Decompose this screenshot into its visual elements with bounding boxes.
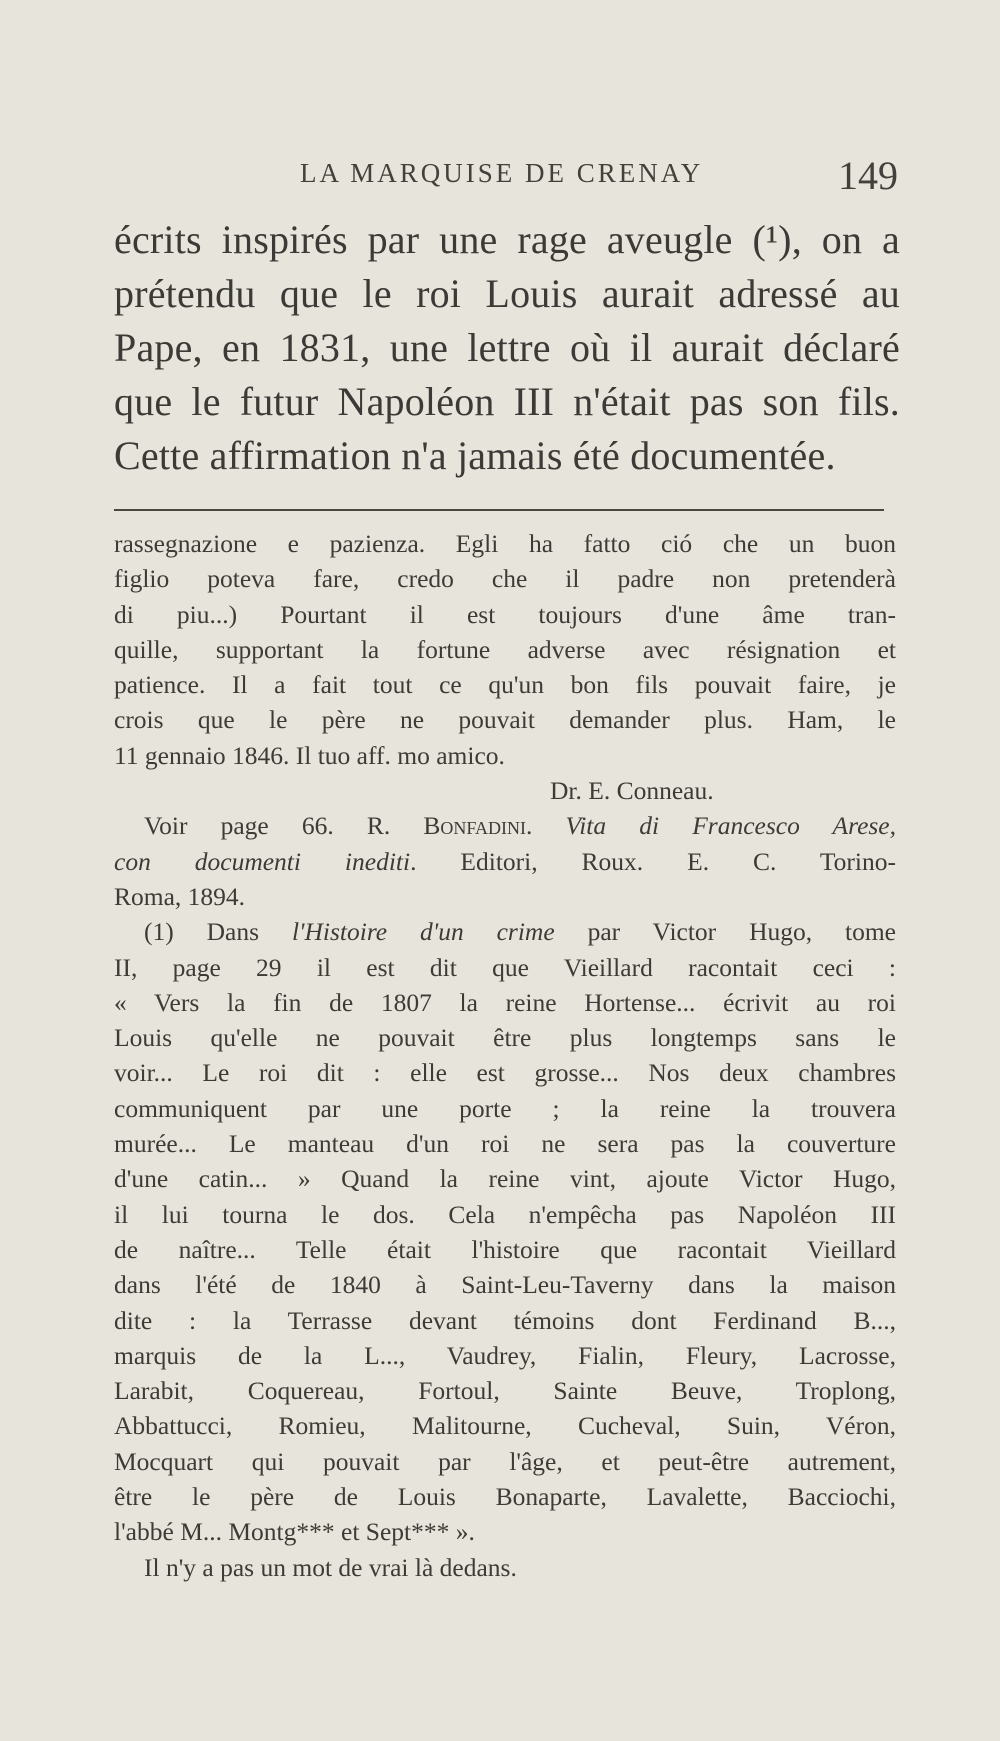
reference-line: Roma, 1894. [114, 881, 246, 911]
note-line: voir... Le roi dit : elle est grosse... Nos deux chambres [114, 1058, 896, 1088]
note-line: murée... Le manteau d'un roi ne sera pas la couverture [114, 1129, 896, 1159]
note-line: d'une catin... » Quand la reine vint, ajoute Victor Hugo, [114, 1164, 896, 1194]
page-number: 149 [838, 153, 898, 198]
note-line: dite : la Terrasse devant témoins dont Ferdinand B..., [114, 1305, 896, 1335]
reference-line: Voir page 66. R. Bonfadini. Vita di Francesco Arese, [144, 811, 896, 841]
main-line: écrits inspirés par une rage aveugle (¹), on a [114, 217, 900, 262]
footnotes [114, 526, 896, 1585]
note-line: « Vers la fin de 1807 la reine Hortense... écrivit au roi [114, 987, 896, 1017]
note-line: l'abbé M... Montg*** et Sept*** ». [114, 1517, 475, 1547]
reference-title: Vita di Francesco Arese, [565, 811, 896, 841]
main-line: que le futur Napoléon III n'était pas son fils. [114, 379, 900, 424]
letter-signature: Dr. E. Conneau. [550, 776, 714, 806]
main-text [114, 213, 900, 483]
note-book-title: l'Histoire d'un crime [291, 917, 555, 947]
main-line: prétendu que le roi Louis aurait adressé au [114, 271, 900, 316]
main-line: Cette affirmation n'a jamais été documentée. [114, 433, 836, 478]
note-line [114, 914, 896, 949]
note-closing: Il n'y a pas un mot de vrai là dedans. [144, 1552, 517, 1582]
note-line: de naître... Telle était l'histoire que racontait Vieillard [114, 1234, 896, 1264]
note-line: II, page 29 il est dit que Vieillard racontait ceci : [114, 952, 896, 982]
reference-publisher: . Editori, Roux. E. C. Torino- [410, 846, 896, 876]
letter-line: crois que le père ne pouvait demander plus. Ham, le [114, 705, 896, 735]
reference-line [114, 844, 896, 879]
note-line: Louis qu'elle ne pouvait être plus longtemps sans le [114, 1023, 896, 1053]
letter-line: figlio poteva fare, credo che il padre non pretenderà [114, 564, 896, 594]
note-rest: par Victor Hugo, tome [554, 917, 896, 947]
running-head [0, 153, 1000, 198]
note-line: Abbattucci, Romieu, Malitourne, Cucheval, Suin, Véron, [114, 1411, 896, 1441]
note-line: être le père de Louis Bonaparte, Lavalette, Bacciochi, [114, 1482, 896, 1512]
letter-line: di piu...) Pourtant il est toujours d'une âme tran- [114, 599, 896, 629]
letter-line: 11 gennaio 1846. Il tuo aff. mo amico. [114, 740, 505, 770]
reference-lead: Voir page 66. R. [144, 811, 424, 841]
letter-line: quille, supportant la fortune adverse avec résignation et [114, 634, 896, 664]
letter-line: rassegnazione e pazienza. Egli ha fatto ció che un buon [114, 529, 896, 558]
main-line: Pape, en 1831, une lettre où il aurait déclaré [114, 325, 900, 370]
note-line: Larabit, Coquereau, Fortoul, Sainte Beuve, Troplong, [114, 1376, 896, 1406]
note-lead: (1) Dans [144, 917, 292, 947]
note-line: marquis de la L..., Vaudrey, Fialin, Fleury, Lacrosse, [114, 1340, 896, 1370]
reference-title-cont: con documenti inediti [114, 846, 411, 876]
reference-author: Bonfadini [423, 811, 527, 841]
running-title: LA MARQUISE DE CRENAY [300, 158, 704, 188]
note-line: communiquent par une porte ; la reine la trouvera [114, 1093, 896, 1123]
footnote-separator [114, 509, 884, 511]
note-line: dans l'été de 1840 à Saint-Leu-Taverny dans la maison [114, 1270, 896, 1300]
note-line: Mocquart qui pouvait par l'âge, et peut-être autrement, [114, 1446, 896, 1476]
note-line: il lui tourna le dos. Cela n'empêcha pas Napoléon III [114, 1199, 896, 1229]
letter-line: patience. Il a fait tout ce qu'un bon fils pouvait faire, je [114, 670, 896, 700]
